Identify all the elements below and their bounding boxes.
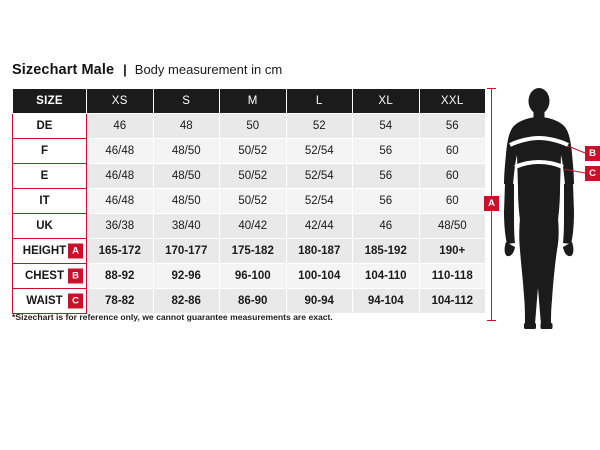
table-row	[13, 164, 486, 189]
cell-height-xl: 185-192	[353, 239, 420, 264]
cell-waist-xs: 78-82	[87, 289, 154, 314]
cell-de-xs: 46	[87, 114, 154, 139]
cell-waist-xl: 94-104	[353, 289, 420, 314]
cell-de-s: 48	[153, 114, 220, 139]
table-row	[13, 289, 486, 314]
cell-e-xs: 46/48	[87, 164, 154, 189]
cell-height-m: 175-182	[220, 239, 287, 264]
column-header-xs: XS	[87, 89, 154, 114]
row-label-text: UK	[36, 220, 53, 232]
cell-it-l: 52/54	[286, 189, 353, 214]
column-header-l: L	[286, 89, 353, 114]
column-header-xl: XL	[353, 89, 420, 114]
cell-f-l: 52/54	[286, 139, 353, 164]
column-header-s: S	[153, 89, 220, 114]
row-label-chest	[13, 264, 87, 289]
cell-waist-m: 86-90	[220, 289, 287, 314]
row-label-it	[13, 189, 87, 214]
cell-it-m: 50/52	[220, 189, 287, 214]
cell-uk-xl: 46	[353, 214, 420, 239]
cell-height-l: 180-187	[286, 239, 353, 264]
table-row	[13, 114, 486, 139]
cell-chest-m: 96-100	[220, 264, 287, 289]
row-label-text: IT	[39, 195, 50, 207]
height-tick-top	[487, 88, 496, 89]
cell-height-xs: 165-172	[87, 239, 154, 264]
cell-f-s: 48/50	[153, 139, 220, 164]
table-header	[13, 89, 486, 114]
marker-b-chest: B	[585, 146, 600, 161]
cell-chest-xs: 88-92	[87, 264, 154, 289]
cell-chest-xxl: 110-118	[419, 264, 486, 289]
cell-de-l: 52	[286, 114, 353, 139]
column-header-m: M	[220, 89, 287, 114]
cell-e-m: 50/52	[220, 164, 287, 189]
cell-f-xs: 46/48	[87, 139, 154, 164]
table-row	[13, 264, 486, 289]
cell-chest-s: 92-96	[153, 264, 220, 289]
cell-height-s: 170-177	[153, 239, 220, 264]
body-figure	[484, 84, 600, 339]
cell-waist-xxl: 104-112	[419, 289, 486, 314]
badge-a: A	[68, 244, 83, 259]
badge-c: C	[68, 294, 83, 309]
badge-b: B	[68, 269, 83, 284]
cell-uk-l: 42/44	[286, 214, 353, 239]
cell-f-xl: 56	[353, 139, 420, 164]
row-label-f	[13, 139, 87, 164]
header-row	[13, 89, 486, 114]
cell-de-xl: 54	[353, 114, 420, 139]
table-row	[13, 214, 486, 239]
cell-it-s: 48/50	[153, 189, 220, 214]
cell-height-xxl: 190+	[419, 239, 486, 264]
cell-it-xxl: 60	[419, 189, 486, 214]
page-title	[12, 62, 282, 78]
cell-waist-s: 82-86	[153, 289, 220, 314]
cell-it-xs: 46/48	[87, 189, 154, 214]
cell-e-l: 52/54	[286, 164, 353, 189]
cell-uk-m: 40/42	[220, 214, 287, 239]
cell-chest-l: 100-104	[286, 264, 353, 289]
cell-e-xxl: 60	[419, 164, 486, 189]
row-label-text: HEIGHT	[22, 245, 67, 257]
title-subtitle: Body measurement in cm	[134, 62, 283, 77]
sizechart-table	[12, 88, 486, 314]
cell-e-s: 48/50	[153, 164, 220, 189]
title-separator: |	[123, 62, 127, 77]
row-label-text: E	[40, 170, 49, 182]
row-label-de	[13, 114, 87, 139]
cell-f-xxl: 60	[419, 139, 486, 164]
marker-a-height: A	[484, 196, 499, 211]
column-header-xxl: XXL	[419, 89, 486, 114]
row-label-text: WAIST	[26, 295, 63, 307]
row-label-text: DE	[36, 120, 53, 132]
table-row	[13, 139, 486, 164]
table-row	[13, 189, 486, 214]
cell-f-m: 50/52	[220, 139, 287, 164]
table-body	[13, 114, 486, 314]
height-tick-bottom	[487, 320, 496, 321]
cell-waist-l: 90-94	[286, 289, 353, 314]
silhouette-icon	[484, 84, 600, 339]
footnote: *Sizechart is for reference only, we cannot guarantee measurements are exact.	[12, 312, 333, 322]
cell-chest-xl: 104-110	[353, 264, 420, 289]
row-label-text: CHEST	[25, 270, 64, 282]
row-label-waist	[13, 289, 87, 314]
cell-e-xl: 56	[353, 164, 420, 189]
cell-uk-xxl: 48/50	[419, 214, 486, 239]
cell-uk-xs: 36/38	[87, 214, 154, 239]
row-label-text: F	[40, 145, 49, 157]
cell-de-xxl: 56	[419, 114, 486, 139]
table-row	[13, 239, 486, 264]
title-main: Sizechart Male	[12, 62, 115, 78]
row-label-uk	[13, 214, 87, 239]
marker-c-waist: C	[585, 166, 600, 181]
row-label-height	[13, 239, 87, 264]
cell-uk-s: 38/40	[153, 214, 220, 239]
cell-it-xl: 56	[353, 189, 420, 214]
cell-de-m: 50	[220, 114, 287, 139]
row-label-e	[13, 164, 87, 189]
column-header-size: SIZE	[13, 89, 87, 114]
